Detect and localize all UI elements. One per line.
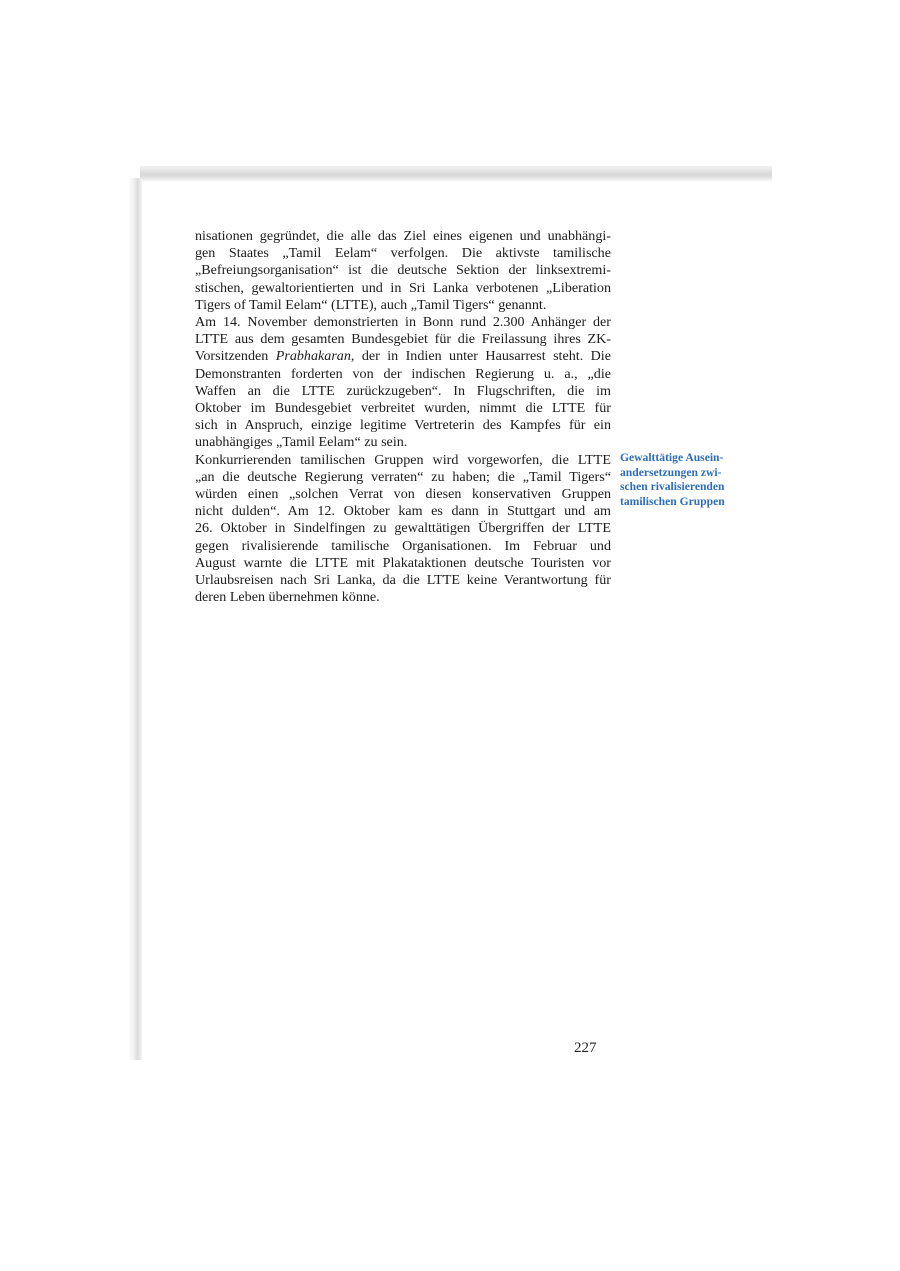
text-line: nisationen gegründet, die alle das Ziel eines eigenen und unabhängi-	[195, 228, 611, 244]
text-line: Tigers of Tamil Eelam“ (LTTE), auch „Tamil Tigers“ genannt.	[195, 296, 547, 313]
text-line: stischen, gewaltorientierten und in Sri Lanka verbotenen „Liberation	[195, 279, 611, 296]
margin-note-line: schen rivalisierenden	[620, 480, 725, 494]
text-line: LTTE aus dem gesamten Bundesgebiet für die Freilassung ihres ZK-	[195, 331, 611, 348]
text-line: Waffen an die LTTE zurückzugeben“. In Flugschriften, die im	[195, 382, 611, 399]
body-text	[195, 228, 611, 606]
paragraph	[195, 228, 611, 314]
text-line: „Befreiungsorganisation“ ist die deutsche Sektion der linksextremi-	[195, 262, 611, 279]
text-run: Vorsitzenden	[195, 348, 276, 365]
scan-edge-left	[128, 178, 142, 1060]
text-line: August warnte die LTTE mit Plakataktionen deutsche Touristen vor	[195, 554, 611, 571]
text-line: gen Staates „Tamil Eelam“ verfolgen. Die aktivste tamilische	[195, 245, 611, 262]
text-line: gegen rivalisierende tamilische Organisationen. Im Februar und	[195, 537, 611, 554]
paragraph	[195, 452, 611, 607]
italic-name: Prabhakaran	[275, 348, 351, 365]
text-line: Urlaubsreisen nach Sri Lanka, da die LTTE keine Verantwortung für	[195, 572, 611, 589]
margin-note-line: Gewalttätige Ausein-	[620, 451, 724, 464]
text-line: Demonstranten forderten von der indischen Regierung u. a., „die	[195, 365, 611, 382]
text-line: unabhängiges „Tamil Eelam“ zu sein.	[195, 434, 408, 451]
text-line: Konkurrierenden tamilischen Gruppen wird vorgeworfen, die LTTE	[195, 451, 611, 468]
text-line: Oktober im Bundesgebiet verbreitet wurden, nimmt die LTTE für	[195, 400, 611, 417]
text-line: deren Leben übernehmen könne.	[195, 589, 380, 606]
scan-edge-top	[140, 166, 772, 182]
text-line: 26. Oktober in Sindelfingen zu gewalttätigen Übergriffen der LTTE	[195, 520, 611, 537]
margin-note	[620, 451, 738, 509]
text-line	[195, 348, 611, 365]
text-run: , der in Indien unter Hausarrest steht. Die	[350, 348, 611, 365]
margin-note-line: andersetzungen zwi-	[620, 465, 722, 479]
text-line: sich in Anspruch, einzige legitime Vertreterin des Kampfes für ein	[195, 417, 611, 434]
text-line: nicht dulden“. Am 12. Oktober kam es dann in Stuttgart und am	[195, 503, 611, 520]
text-line: „an die deutsche Regierung verraten“ zu haben; die „Tamil Tigers“	[195, 468, 611, 485]
paragraph	[195, 314, 611, 452]
margin-note-line: tamilischen Gruppen	[620, 494, 725, 508]
text-line: würden einen „solchen Verrat von diesen konservativen Gruppen	[195, 486, 611, 503]
page-number: 227	[574, 1040, 597, 1056]
text-line: Am 14. November demonstrierten in Bonn rund 2.300 Anhänger der	[195, 314, 611, 331]
